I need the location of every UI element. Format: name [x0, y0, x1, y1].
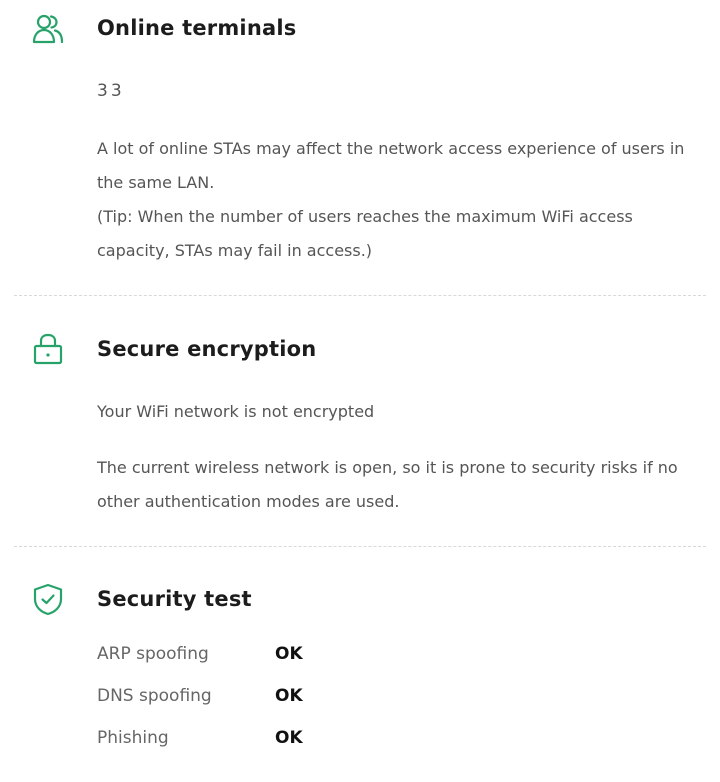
- section-title: Secure encryption: [97, 337, 317, 361]
- test-result: OK: [275, 728, 303, 748]
- security-test-section: [0, 550, 720, 782]
- lock-icon: [31, 332, 65, 366]
- security-test-row: [97, 644, 497, 674]
- test-result: OK: [275, 644, 303, 664]
- test-label: DNS spoofing: [97, 686, 212, 706]
- online-terminal-count: 33: [97, 81, 125, 101]
- test-result: OK: [275, 686, 303, 706]
- security-test-row: [97, 686, 497, 716]
- section-title: Online terminals: [97, 16, 297, 40]
- encryption-description: The current wireless network is open, so it is prone to security risks if no other authentication modes are used.: [97, 458, 678, 511]
- section-title: Security test: [97, 587, 252, 611]
- section-divider: [14, 295, 706, 296]
- online-terminals-description: A lot of online STAs may affect the network access experience of users in the same LAN.: [97, 139, 685, 192]
- secure-encryption-section: [0, 300, 720, 545]
- test-label: Phishing: [97, 728, 169, 748]
- test-label: ARP spoofing: [97, 644, 209, 664]
- online-terminals-tip: (Tip: When the number of users reaches the maximum WiFi access capacity, STAs may fail in access.): [97, 207, 633, 260]
- section-divider: [14, 546, 706, 547]
- shield-check-icon: [31, 582, 65, 616]
- online-terminals-section: [0, 0, 720, 290]
- users-icon: [31, 12, 65, 46]
- security-test-row: [97, 728, 497, 758]
- encryption-status: Your WiFi network is not encrypted: [97, 402, 375, 421]
